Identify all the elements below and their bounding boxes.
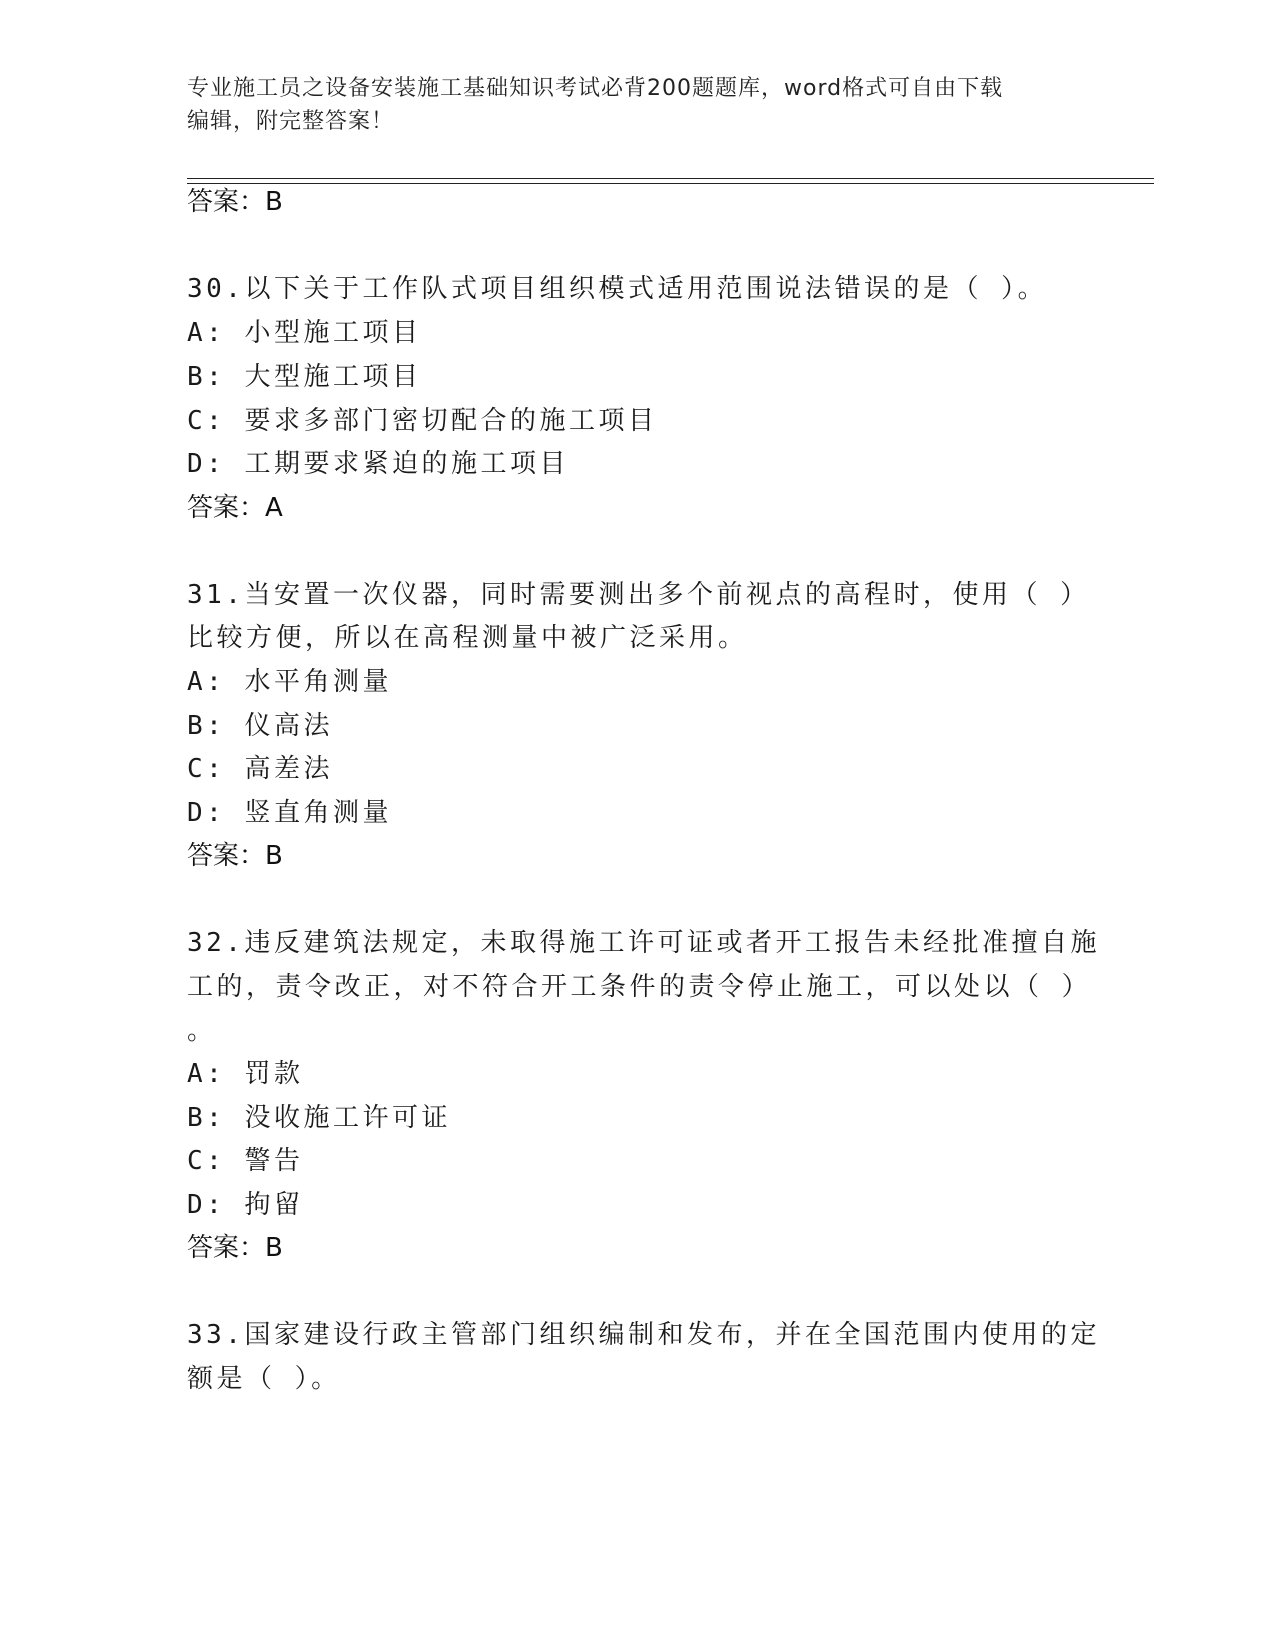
question-32-line-1: 32.违反建筑法规定，未取得施工许可证或者开工报告未经批准擅自施 xyxy=(187,928,1100,958)
option-31-d: D: 竖直角测量 xyxy=(187,798,392,828)
header-line-1: 专业施工员之设备安装施工基础知识考试必背200题题库，word格式可自由下载 xyxy=(187,76,1004,101)
answer-32: 答案：B xyxy=(187,1233,283,1263)
answer-31: 答案：B xyxy=(187,841,283,871)
option-31-c: C: 高差法 xyxy=(187,754,333,784)
option-32-c: C: 警告 xyxy=(187,1146,304,1176)
option-31-a: A: 水平角测量 xyxy=(187,667,392,697)
option-31-b: B: 仪高法 xyxy=(187,711,333,741)
header-divider-bottom xyxy=(187,183,1154,184)
question-31-line-1: 31.当安置一次仪器，同时需要测出多个前视点的高程时，使用（ ） xyxy=(187,580,1090,610)
option-32-a: A: 罚款 xyxy=(187,1059,304,1089)
question-33-line-1: 33.国家建设行政主管部门组织编制和发布，并在全国范围内使用的定 xyxy=(187,1320,1100,1350)
question-32-line-2: 工的，责令改正，对不符合开工条件的责令停止施工，可以处以（ ） xyxy=(187,972,1092,1002)
option-30-a: A: 小型施工项目 xyxy=(187,318,422,348)
question-32-line-3: 。 xyxy=(187,1016,217,1046)
header-line-2: 编辑，附完整答案！ xyxy=(187,109,395,134)
answer-30: 答案：A xyxy=(187,493,283,523)
option-30-d: D: 工期要求紧迫的施工项目 xyxy=(187,449,569,479)
option-30-b: B: 大型施工项目 xyxy=(187,362,422,392)
answer-29: 答案：B xyxy=(187,187,283,217)
document-header xyxy=(187,72,1067,138)
question-33-line-2: 额是（ ）。 xyxy=(187,1364,341,1394)
option-30-c: C: 要求多部门密切配合的施工项目 xyxy=(187,406,658,436)
option-32-b: B: 没收施工许可证 xyxy=(187,1103,451,1133)
option-32-d: D: 拘留 xyxy=(187,1190,304,1220)
question-31-line-2: 比较方便，所以在高程测量中被广泛采用。 xyxy=(187,623,748,653)
header-divider-top xyxy=(187,178,1154,179)
question-30-line-1: 30.以下关于工作队式项目组织模式适用范围说法错误的是（ ）。 xyxy=(187,274,1048,304)
